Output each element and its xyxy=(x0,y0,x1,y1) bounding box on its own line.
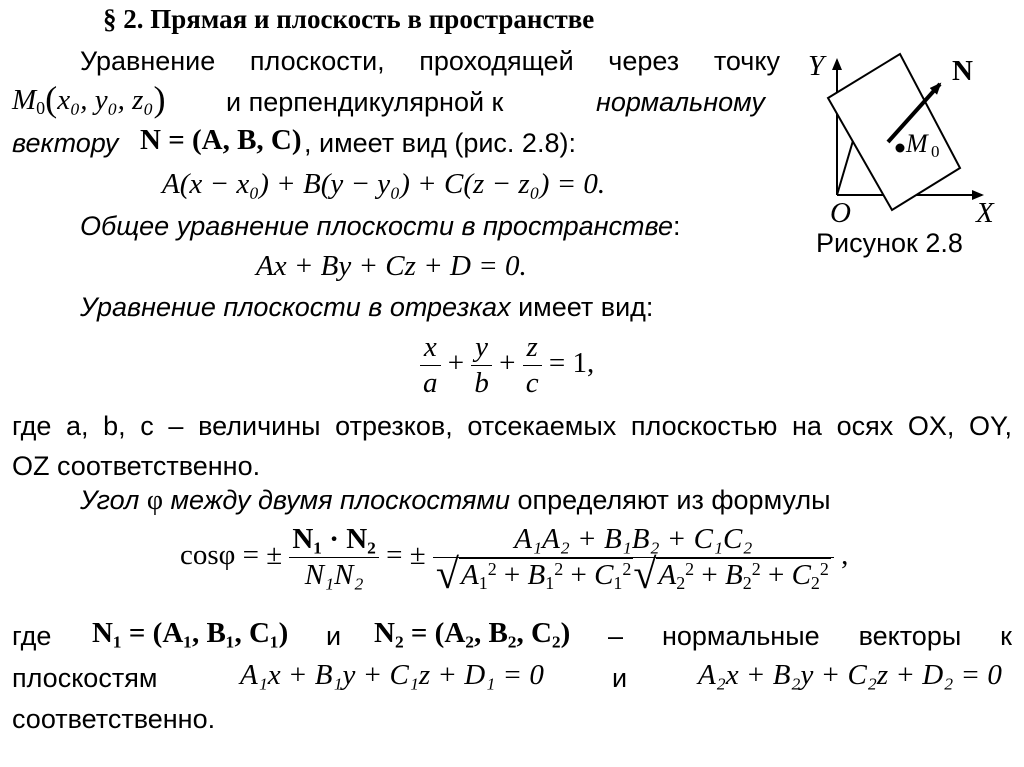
normal-vector xyxy=(140,124,302,157)
plane2-eq xyxy=(698,659,1002,692)
general-heading xyxy=(80,211,681,242)
intro-line-2-plain: и перпендикулярной к xyxy=(226,87,504,117)
angle-den1: N₁N₂ xyxy=(304,558,364,591)
angle-heading xyxy=(80,485,831,517)
intro-line-1-text: Уравнение плоскости, проходящей через точку xyxy=(80,46,780,76)
eq-general xyxy=(256,250,527,283)
frac-a: a xyxy=(423,366,438,399)
angle-heading-italic: между двумя плоскостями xyxy=(170,485,511,515)
plane-rect xyxy=(828,54,960,210)
angle-eq2: = ± xyxy=(386,538,426,571)
eq-intercept: $\frac{x}{a}$ + $\frac{y}{b}$ + $\frac{z}{c}$ = 1, xyxy=(420,330,594,401)
normals-and: и xyxy=(326,621,342,651)
section-title: § 2. Прямая и плоскость в пространстве xyxy=(103,4,595,34)
angle-den2: $√A_1^2 + B_1^2 + C_1^2√A_2^2 + B_2^2 + C_2^2$ xyxy=(435,552,829,598)
frac-y: y xyxy=(475,331,489,363)
frac-b: b xyxy=(474,366,489,399)
frac-c: c xyxy=(525,366,539,399)
intercept-rhs: = 1, xyxy=(548,346,595,379)
eq-general-text: Ax + By + Cz + D = 0. xyxy=(256,250,527,282)
angle-num2: A₁A₂ + B₁B₂ + C₁C₂ xyxy=(514,523,753,555)
general-heading-colon: : xyxy=(673,211,681,241)
eq-point-normal-text: A(x − x₀) + B(y − y₀) + C(z − z₀) = 0. xyxy=(162,168,606,200)
point-label-sub: 0 xyxy=(931,142,940,161)
cos-phi: cosφ = ± xyxy=(180,538,283,571)
plane2-eq-text: A₂x + B₂y + C₂z + D₂ = 0 xyxy=(698,659,1002,691)
normal-n2 xyxy=(374,617,570,650)
intro-line-1 xyxy=(80,46,780,77)
axis-y-label: Y xyxy=(808,50,825,82)
origin-label: O xyxy=(830,197,851,229)
normals-desc-text: – нормальные векторы к xyxy=(608,621,1012,651)
angle-tail: , xyxy=(841,538,849,571)
normal-n1 xyxy=(92,617,288,650)
intro-line-2-italic-wrap xyxy=(596,87,765,118)
normal-n2-expr: N₂ = (A₂, B₂, C₂) xyxy=(374,617,571,649)
intercept-desc-2: OZ соответственно. xyxy=(12,451,261,481)
point-m0-dot xyxy=(896,144,905,153)
intercept-heading xyxy=(80,292,653,323)
angle-word: Угол xyxy=(80,485,140,515)
intro-line-2-italic: нормальному xyxy=(596,87,765,117)
plane1-eq-text: A₁x + B₁y + C₁z + D₁ = 0 xyxy=(240,659,544,691)
intro-line-3-rest: , имеет вид (рис. 2.8): xyxy=(304,128,576,158)
respectively: соответственно. xyxy=(12,704,216,734)
normals-where: где xyxy=(12,621,52,651)
frac-x: x xyxy=(423,331,437,363)
general-heading-italic: Общее уравнение плоскости в пространстве xyxy=(80,211,674,241)
point-m0: $M_0(x_0$, y₀, z₀) xyxy=(12,79,166,120)
point-label: M xyxy=(906,129,928,158)
angle-num1: N₁ · N₂ xyxy=(292,523,376,555)
frac-z: z xyxy=(526,331,538,363)
intercept-desc-1 xyxy=(12,411,1012,442)
angle-heading-rest: определяют из формулы xyxy=(510,485,831,515)
eq-point-normal xyxy=(162,168,605,201)
point-coords: x₀, y₀, z₀ xyxy=(57,84,154,116)
plane1-eq xyxy=(240,659,544,692)
normal-vector-expr: N = (A, B, C) xyxy=(140,124,302,156)
eq-angle xyxy=(180,522,849,598)
axis-x-label: X xyxy=(976,197,994,229)
point-name: M xyxy=(12,84,37,116)
figure-2-8 xyxy=(800,40,1016,240)
normal-label: N xyxy=(952,55,973,87)
intercept-heading-italic: Уравнение плоскости в отрезках xyxy=(80,292,511,322)
planes-and: и xyxy=(612,663,628,693)
figure-caption: Рисунок 2.8 xyxy=(816,228,963,258)
phi-symbol: φ xyxy=(146,485,164,516)
intercept-heading-rest: имеет вид: xyxy=(510,292,654,322)
intro-line-3 xyxy=(12,128,118,159)
intro-line-2-text xyxy=(226,87,503,118)
normal-n1-expr: N₁ = (A₁, B₁, C₁) xyxy=(92,617,289,649)
intercept-desc-1-text: где a, b, c – величины отрезков, отсекаемых плоскостью на осях OX, OY, xyxy=(12,411,1012,441)
vector-word: вектору xyxy=(12,128,119,158)
normals-desc xyxy=(608,621,1012,652)
planes-word: плоскостям xyxy=(12,663,158,693)
